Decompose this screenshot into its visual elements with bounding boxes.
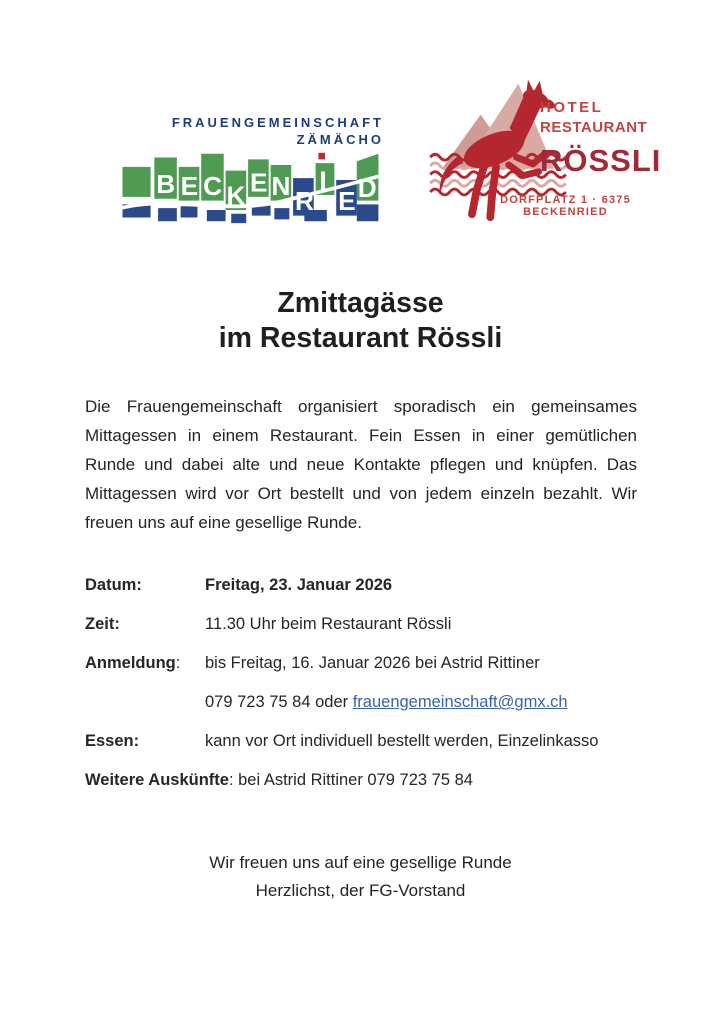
- page-title-line2: im Restaurant Rössli: [218, 322, 503, 354]
- frauengemeinschaft-logo: [112, 72, 390, 225]
- detail-row-datum: [85, 574, 647, 596]
- detail-row-anmeldung-contact: [85, 691, 647, 713]
- detail-value-anmeldung: bis Freitag, 16. Januar 2026 bei Astrid Rittiner: [205, 654, 540, 672]
- detail-label-anmeldung: Anmeldung:: [85, 654, 181, 672]
- detail-label-weitere: Weitere Auskünfte: [85, 771, 229, 789]
- detail-row-essen: [85, 730, 647, 752]
- svg-text:E: E: [338, 186, 356, 216]
- roessli-text-block: [540, 98, 661, 179]
- detail-row-weitere: [85, 769, 647, 791]
- email-link[interactable]: frauengemeinschaft@gmx.ch: [352, 693, 568, 711]
- details-list: [85, 574, 647, 791]
- phone-number: 079 723 75 84 oder: [205, 693, 353, 711]
- fg-org-line1: FRAUENGEMEINSCHAFT: [171, 115, 384, 130]
- detail-label-datum: Datum:: [85, 576, 142, 594]
- fg-org-line2: ZÄMÄCHO: [296, 132, 384, 147]
- detail-value-zeit: 11.30 Uhr beim Restaurant Rössli: [205, 615, 452, 633]
- roessli-name: RÖSSLI: [540, 143, 662, 178]
- detail-row-zeit: [85, 613, 647, 635]
- detail-label-zeit: Zeit:: [85, 615, 120, 633]
- page-title-line1: Zmittagässe: [277, 287, 444, 319]
- svg-text:C: C: [203, 171, 223, 201]
- svg-text:I: I: [319, 165, 327, 196]
- detail-value-datum: Freitag, 23. Januar 2026: [205, 576, 393, 594]
- closing-line2: Herzlichst, der FG-Vorstand: [255, 881, 466, 900]
- svg-text:D: D: [357, 172, 377, 203]
- detail-label-essen: Essen:: [85, 732, 140, 750]
- svg-text:N: N: [271, 171, 291, 201]
- intro-paragraph: Die Frauengemeinschaft organisiert sporadisch ein gemeinsames Mittagessen in einem Restaurant. Fein Essen in einer gemütlichen Runde und dabei alte und neue Kontakte pflegen und knüpfen. Das Mittagessen wird vor Ort bestellt und von jedem einzeln bezahlt. Wir freuen uns auf eine gesellige Runde.: [85, 397, 637, 532]
- svg-text:R: R: [294, 186, 314, 216]
- red-accent-square: [318, 153, 325, 160]
- detail-value-essen: kann vor Ort individuell bestellt werden, Einzelinkasso: [205, 732, 599, 750]
- detail-row-anmeldung: [85, 652, 647, 674]
- detail-label-empty: [85, 691, 205, 713]
- page-title: [0, 286, 721, 356]
- beckenried-wordmark-graphic: [112, 150, 387, 225]
- svg-text:K: K: [226, 180, 246, 211]
- roessli-restaurant-label: RESTAURANT: [540, 119, 648, 136]
- logo-row: [112, 72, 721, 224]
- closing-line1: Wir freuen uns auf eine gesellige Runde: [209, 853, 512, 872]
- fg-org-text: [112, 114, 390, 148]
- svg-text:E: E: [180, 171, 199, 201]
- svg-text:E: E: [249, 167, 268, 198]
- detail-value-weitere: : bei Astrid Rittiner 079 723 75 84: [228, 771, 473, 789]
- roessli-address: DORFPLATZ 1 · 6375 BECKENRIED: [500, 194, 631, 218]
- roessli-hotel-label: HOTEL: [540, 99, 604, 116]
- svg-text:B: B: [156, 169, 176, 200]
- detail-value-contact: [205, 691, 647, 713]
- roessli-logo: [424, 72, 661, 222]
- closing-lines: [0, 849, 721, 905]
